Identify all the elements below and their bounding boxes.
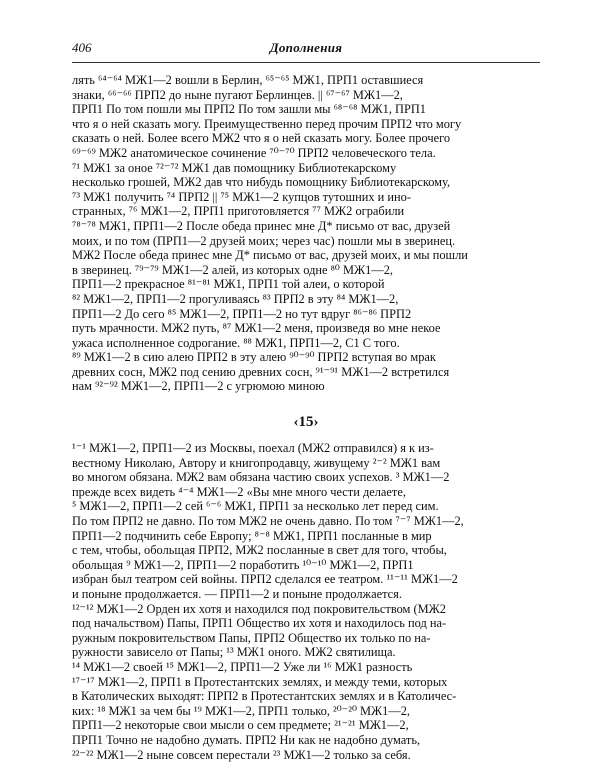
text-line: ⁸⁹ МЖ1—2 в сию алею ПРП2 в эту алею ⁹⁰⁻⁹⁰ ПРП2 вступая во мрак: [72, 350, 436, 365]
text-line: в Католических выходят: ПРП2 в Протестантских землях и в Католичес-: [72, 689, 457, 704]
text-line: избран был театром сей войны. ПРП2 сделался ее театром. ¹¹⁻¹¹ МЖ1—2: [72, 572, 458, 587]
text-line: несколько грошей, МЖ2 дав что нибудь помощнику Библиотекарскому,: [72, 175, 451, 190]
text-line: во многом обязана. МЖ2 вам обязана частию своих успехов. ³ МЖ1—2: [72, 470, 450, 485]
text-line: что я о ней сказать могу. Преимущественно перед прочим ПРП2 что могу: [72, 116, 462, 131]
text-line: нам ⁹²⁻⁹² МЖ1—2, ПРП1—2 с угрюмою миною: [72, 379, 325, 394]
text-line: с тем, чтобы, обольщая ПРП2, МЖ2 посланные в свет для того, чтобы,: [72, 543, 447, 558]
text-line: в зверинец. ⁷⁹⁻⁷⁹ МЖ1—2 алей, из которых одне ⁸⁰ МЖ1—2,: [72, 262, 393, 277]
text-line: ¹⁻¹ МЖ1—2, ПРП1—2 из Москвы, поехал (МЖ2 отправился) я к из-: [72, 441, 434, 456]
variants-block-previous: [72, 73, 540, 394]
text-line: ⁵ МЖ1—2, ПРП1—2 сей ⁶⁻⁶ МЖ1, ПРП1 за несколько лет перед сим.: [72, 499, 439, 514]
text-line: вестному Николаю, Автору и книгопродавцу, живущему ²⁻² МЖ1 вам: [72, 455, 441, 470]
running-head: Дополнения: [269, 40, 343, 55]
text-line: путь мрачности. МЖ2 путь, ⁸⁷ МЖ1—2 меня, произведя во мне некое: [72, 321, 441, 336]
text-line: ужаса исполненное содрогание. ⁸⁸ МЖ1, ПРП1—2, С1 С того.: [72, 335, 400, 350]
text-line: лять ⁶⁴⁻⁶⁴ МЖ1—2 вошли в Берлин, ⁶⁵⁻⁶⁵ МЖ1, ПРП1 оставшиеся: [72, 73, 424, 87]
text-line: ПРП1—2 подчинить себе Европу; ⁸⁻⁸ МЖ1, ПРП1 посланные в мир: [72, 528, 432, 543]
text-line: ПРП1—2 прекрасное ⁸¹⁻⁸¹ МЖ1, ПРП1 той алеи, о которой: [72, 277, 385, 292]
text-line: ПРП1—2 некоторые свои мысли о сем предмете; ²¹⁻²¹ МЖ1—2,: [72, 718, 409, 733]
text-line: ¹²⁻¹² МЖ1—2 Орден их хотя и находился под покровительством (МЖ2: [72, 601, 446, 616]
text-line: странных, ⁷⁶ МЖ1—2, ПРП1 приготовляется ⁷⁷ МЖ2 ограбили: [72, 204, 405, 219]
section-title: ‹15›: [293, 414, 319, 431]
text-line: ⁸² МЖ1—2, ПРП1—2 прогуливаясь ⁸³ ПРП2 в эту ⁸⁴ МЖ1—2,: [72, 291, 399, 306]
text-line: ¹⁴ МЖ1—2 своей ¹⁵ МЖ1—2, ПРП1—2 Уже ли ¹⁶ МЖ1 разность: [72, 659, 413, 674]
text-line: ПРП1—2 До сего ⁸⁵ МЖ1—2, ПРП1—2 но тут вдруг ⁸⁶⁻⁸⁶ ПРП2: [72, 306, 412, 321]
text-line: сказать о ней. Более всего МЖ2 что я о ней сказать могу. Более прочего: [72, 131, 451, 146]
text-line: ⁷³ МЖ1 получить ⁷⁴ ПРП2 || ⁷⁵ МЖ1—2 купцов тутошних и ино-: [72, 189, 411, 204]
text-line: ружным покровительством Папы, ПРП2 Общество их только по на-: [72, 630, 431, 645]
text-line: под начальством) Папы, ПРП1 Общество их хотя и находилось под на-: [72, 616, 447, 631]
text-line: ⁷⁸⁻⁷⁸ МЖ1, ПРП1—2 После обеда принес мне Д* письмо от вас, друзей: [72, 218, 451, 233]
text-line: ПРП1 По том пошли мы ПРП2 По том зашли мы ⁶⁸⁻⁶⁸ МЖ1, ПРП1: [72, 102, 427, 117]
page: [72, 40, 540, 762]
text-line: ПРП1 Точно не надобно думать. ПРП2 Ни как не надобно думать,: [72, 732, 421, 747]
text-line: ⁷¹ МЖ1 за оное ⁷²⁻⁷² МЖ1 дав помощнику Библиотекарскому: [72, 160, 397, 175]
text-line: прежде всех видеть ⁴⁻⁴ МЖ1—2 «Вы мне много чести делаете,: [72, 484, 406, 499]
text-line: ²²⁻²² МЖ1—2 ныне совсем перестали ²³ МЖ1—2 только за себя.: [72, 747, 411, 762]
text-line: ¹⁷⁻¹⁷ МЖ1—2, ПРП1 в Протестантских землях, и между теми, которых: [72, 674, 448, 689]
page-header: [72, 40, 540, 62]
text-line: знаки, ⁶⁶⁻⁶⁶ ПРП2 до ныне пугают Берлинцев. || ⁶⁷⁻⁶⁷ МЖ1—2,: [72, 87, 403, 102]
page-number: 406: [72, 40, 92, 55]
text-line: ких: ¹⁸ МЖ1 за чем бы ¹⁹ МЖ1—2, ПРП1 только, ²⁰⁻²⁰ МЖ1—2,: [72, 703, 411, 718]
text-line: обольщая ⁹ МЖ1—2, ПРП1—2 поработить ¹⁰⁻¹⁰ МЖ1—2, ПРП1: [72, 557, 414, 572]
text-line: ⁶⁹⁻⁶⁹ МЖ2 анатомическое сочинение ⁷⁰⁻⁷⁰ ПРП2 человеческого тела.: [72, 145, 436, 160]
header-rule: [72, 62, 540, 63]
text-line: моих, и по том (ПРП1—2 друзей моих; через час) пошли мы в зверинец.: [72, 233, 456, 248]
text-line: и поныне продолжается. — ПРП1—2 и поныне продолжается.: [72, 587, 402, 601]
text-line: МЖ2 После обеда принес мне Д* письмо от вас, друзей моих, и мы пошли: [72, 248, 468, 263]
text-line: По том ПРП2 не давно. По том МЖ2 не очень давно. По том ⁷⁻⁷ МЖ1—2,: [72, 514, 464, 529]
variants-block-15: [72, 441, 540, 762]
text-line: ружности зависело от Папы; ¹³ МЖ1 оного. МЖ2 святилища.: [72, 645, 396, 660]
text-line: древних сосн, МЖ2 под сению древних сосн, ⁹¹⁻⁹¹ МЖ1—2 встретился: [72, 364, 450, 379]
